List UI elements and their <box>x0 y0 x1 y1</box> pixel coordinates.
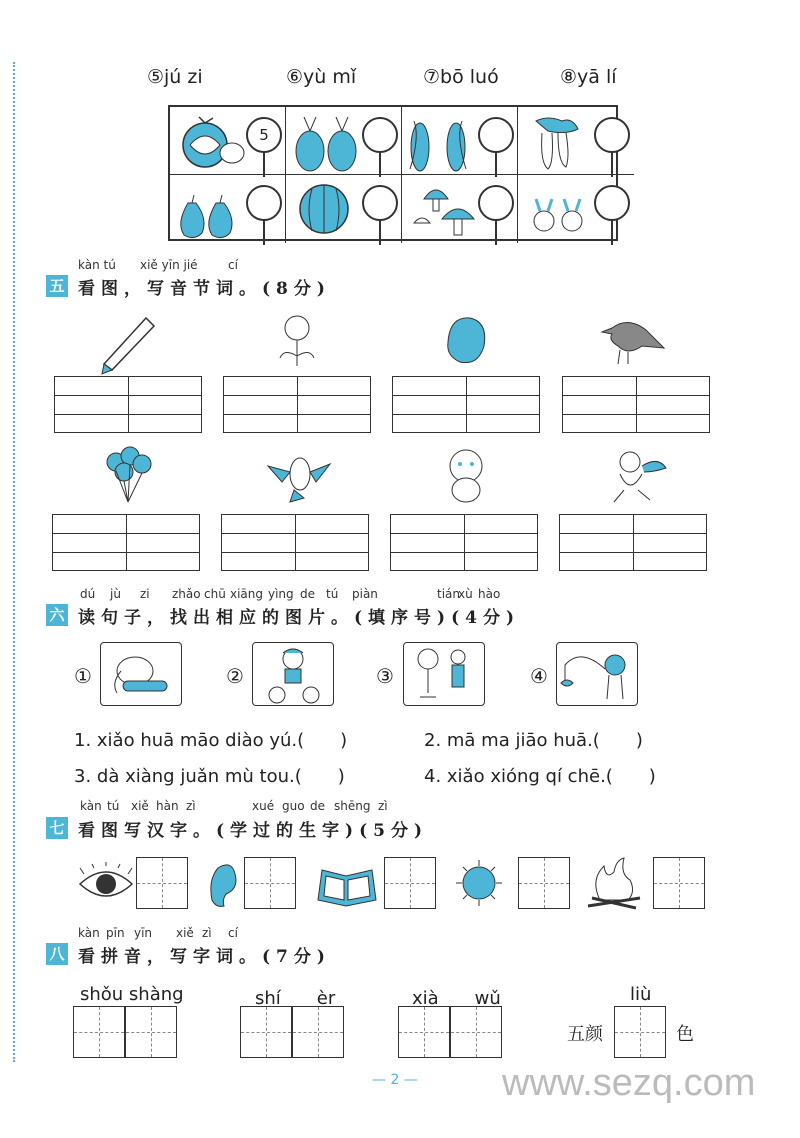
section-badge-8: 八 <box>46 943 68 965</box>
sec6-pinyin-10: piàn <box>352 587 378 601</box>
pic-number-3: ③ <box>376 664 394 688</box>
eye-icon <box>78 864 134 904</box>
pic-number-4: ④ <box>530 664 548 688</box>
section-badge-7: 七 <box>46 817 68 839</box>
pinyin-box-8[interactable] <box>559 514 707 571</box>
word-xiawu: xià wǔ <box>412 988 501 1009</box>
label-yumi: ⑥yù mǐ <box>286 66 357 88</box>
answer-circle[interactable] <box>478 185 514 221</box>
pinyin-box-5[interactable] <box>52 514 200 571</box>
cell-orange <box>170 107 286 175</box>
picture-mom-flowers <box>403 642 485 706</box>
section6-title: 读句子，找出相应的图片。(填序号)(4分) <box>78 608 521 628</box>
word-shier: shí èr <box>255 988 336 1009</box>
matching-table <box>168 105 618 241</box>
sec7-pinyin-6: xué <box>252 799 275 813</box>
sec7-pinyin-1: kàn <box>80 799 102 813</box>
sec7-pinyin-7: guo <box>282 799 305 813</box>
book-icon <box>314 860 380 910</box>
monkey-icon <box>600 446 670 506</box>
pinyin-box-3[interactable] <box>392 376 540 433</box>
answer-circle[interactable] <box>246 117 282 153</box>
answer-circle[interactable] <box>594 185 630 221</box>
label-yali: ⑧yā lí <box>560 66 617 88</box>
cell-pineapple <box>286 107 402 175</box>
section5-title: 看图，写音节词。(8分) <box>78 279 331 299</box>
section8-title: 看拼音，写字词。(7分) <box>78 947 331 967</box>
sec6-pinyin-9: tú <box>326 587 339 601</box>
cell-eggplant <box>518 107 634 175</box>
section7-title: 看图写汉字。(学过的生字)(5分) <box>78 821 429 841</box>
bear-bike-icon <box>253 643 335 707</box>
label-juzi: ⑤jú zi <box>147 66 203 88</box>
char-box-1[interactable] <box>136 857 188 909</box>
mom-watering-icon <box>404 643 486 707</box>
pinyin-box-1[interactable] <box>54 376 202 433</box>
sec6-pinyin-11: tián <box>437 587 460 601</box>
picture-elephant <box>100 642 182 706</box>
word-box-4[interactable] <box>614 1006 666 1058</box>
cell-pear <box>170 175 286 243</box>
sec7-pinyin-2: tú <box>107 799 120 813</box>
sec8-pinyin-1: kàn <box>78 926 100 940</box>
sec6-pinyin-6: xiāng <box>230 587 264 601</box>
sec6-pinyin-4: zhǎo <box>172 587 201 601</box>
answer-circle[interactable] <box>594 117 630 153</box>
question-4: 4. xiǎo xióng qí chē.( ) <box>424 766 656 787</box>
question-1: 1. xiǎo huā māo diào yú.( ) <box>74 730 348 751</box>
ear-icon <box>202 860 242 910</box>
cell-corn <box>402 107 518 175</box>
sec8-pinyin-6: cí <box>228 926 238 940</box>
cell-watermelon <box>286 175 402 243</box>
cell-radish <box>518 175 634 243</box>
pinyin-box-7[interactable] <box>390 514 538 571</box>
word-box-2b[interactable] <box>292 1006 344 1058</box>
sec5-pinyin-2: xiě yīn jié <box>140 258 198 272</box>
sec7-pinyin-8: de <box>310 799 325 813</box>
example-answer: 5 <box>259 126 269 144</box>
char-box-5[interactable] <box>653 857 705 909</box>
sec7-pinyin-10: zì <box>378 799 388 813</box>
bird-icon <box>264 446 334 506</box>
label-boluo: ⑦bō luó <box>423 66 499 88</box>
sec6-pinyin-8: de <box>300 587 315 601</box>
char-box-3[interactable] <box>384 857 436 909</box>
phrase-prefix: 五颜 <box>567 1024 603 1045</box>
pinyin-box-2[interactable] <box>223 376 371 433</box>
tiger-icon <box>436 446 496 506</box>
sec8-pinyin-2: pīn <box>106 926 125 940</box>
pic-number-2: ② <box>226 664 244 688</box>
cat-fishing-icon <box>557 643 639 707</box>
sec7-pinyin-3: xiě <box>131 799 149 813</box>
sec6-pinyin-5: chū <box>204 587 226 601</box>
word-box-3a[interactable] <box>398 1006 450 1058</box>
sec6-pinyin-2: jù <box>110 587 121 601</box>
word-box-3b[interactable] <box>450 1006 502 1058</box>
sec6-pinyin-3: zi <box>140 587 150 601</box>
pinyin-box-4[interactable] <box>562 376 710 433</box>
sec7-pinyin-4: hàn <box>156 799 179 813</box>
phrase-suffix: 色 <box>676 1024 694 1045</box>
pinyin-box-6[interactable] <box>221 514 369 571</box>
picture-cat-fishing <box>556 642 638 706</box>
sec8-pinyin-5: zì <box>202 926 212 940</box>
answer-circle[interactable] <box>362 185 398 221</box>
question-3: 3. dà xiàng juǎn mù tou.( ) <box>74 766 345 787</box>
picture-bear-bike <box>252 642 334 706</box>
word-shoushang: shǒu shàng <box>80 984 184 1005</box>
sec8-pinyin-4: xiě <box>176 926 194 940</box>
pencil-icon <box>100 312 160 372</box>
cabbage-icon <box>440 312 490 367</box>
section-badge-5: 五 <box>46 275 68 297</box>
balloons-icon <box>100 446 160 506</box>
page-number: — 2 — <box>372 1072 418 1088</box>
sec6-pinyin-13: hào <box>478 587 501 601</box>
sec7-pinyin-5: zì <box>186 799 196 813</box>
chrysanthemum-icon <box>272 312 322 367</box>
sec7-pinyin-9: shēng <box>334 799 371 813</box>
sun-icon <box>454 858 504 908</box>
sec6-pinyin-12: xù <box>458 587 473 601</box>
sec5-pinyin-1: kàn tú <box>78 258 116 272</box>
sec6-pinyin-1: dú <box>80 587 96 601</box>
answer-circle[interactable] <box>362 117 398 153</box>
pic-number-1: ① <box>74 664 92 688</box>
sec5-pinyin-3: cí <box>228 258 238 272</box>
section-badge-6: 六 <box>46 604 68 626</box>
crow-icon <box>598 312 668 367</box>
answer-circle[interactable] <box>478 117 514 153</box>
watermark: www.sezq.com <box>502 1062 756 1104</box>
elephant-icon <box>101 643 183 707</box>
margin-dotted-line <box>13 62 15 1062</box>
char-box-2[interactable] <box>244 857 296 909</box>
fire-icon <box>584 856 644 912</box>
word-box-1a[interactable] <box>73 1006 125 1058</box>
question-2: 2. mā ma jiāo huā.( ) <box>424 730 643 751</box>
sec8-pinyin-3: yīn <box>134 926 153 940</box>
word-liu: liù <box>630 984 652 1005</box>
char-box-4[interactable] <box>518 857 570 909</box>
answer-circle[interactable] <box>246 185 282 221</box>
word-box-2a[interactable] <box>240 1006 292 1058</box>
sec6-pinyin-7: yìng <box>268 587 294 601</box>
cell-mushroom <box>402 175 518 243</box>
word-box-1b[interactable] <box>125 1006 177 1058</box>
